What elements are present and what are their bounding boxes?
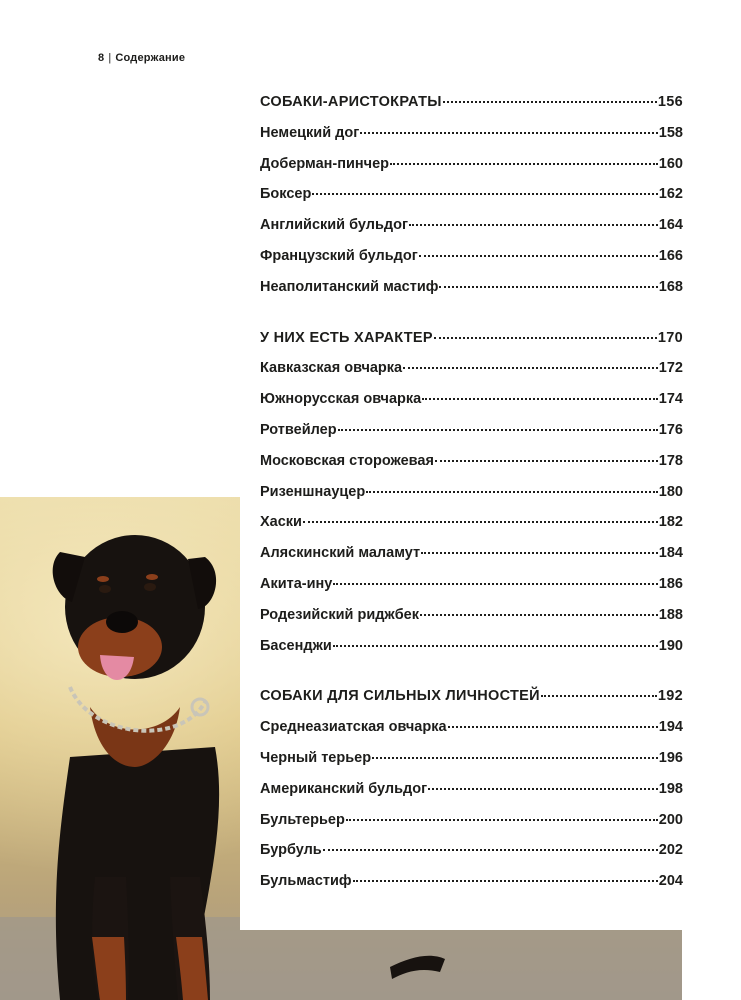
toc-entry-page: 202 <box>658 842 683 859</box>
toc-entry-title: У НИХ ЕСТЬ ХАРАКТЕР <box>260 329 433 346</box>
toc-entry[interactable] <box>260 574 683 594</box>
toc-dot-leader <box>435 460 658 462</box>
toc-dot-leader <box>346 819 658 821</box>
toc-entry[interactable] <box>260 810 683 830</box>
toc-entry-title: Неаполитанский мастиф <box>260 278 439 295</box>
toc-entry-page: 190 <box>658 637 683 654</box>
page-number: 8 <box>98 52 105 64</box>
toc-entry[interactable] <box>260 154 683 174</box>
toc-entry[interactable] <box>260 748 683 768</box>
toc-entry-page: 162 <box>658 186 683 203</box>
toc-entry-page: 198 <box>658 780 683 797</box>
toc-entry-title: Английский бульдог <box>260 217 408 234</box>
toc-panel <box>240 80 682 930</box>
toc-entry-title: Американский бульдог <box>260 780 428 797</box>
toc-entry-page: 158 <box>658 124 683 141</box>
toc-entry[interactable] <box>260 779 683 799</box>
toc-entry[interactable] <box>260 358 683 378</box>
toc-entry-page: 178 <box>658 452 683 469</box>
toc-entry-title: Немецкий дог <box>260 124 360 141</box>
toc-dot-leader <box>353 880 658 882</box>
toc-entry-title: Московская сторожевая <box>260 452 434 469</box>
toc-entry-title: СОБАКИ-АРИСТОКРАТЫ <box>260 94 442 110</box>
toc-entry[interactable] <box>260 451 683 471</box>
toc-entry[interactable] <box>260 246 683 266</box>
toc-entry[interactable] <box>260 123 683 143</box>
toc-section-entry[interactable] <box>260 686 683 706</box>
toc-entry-page: 168 <box>658 278 683 295</box>
toc-dot-leader <box>409 224 658 226</box>
toc-dot-leader <box>420 614 658 616</box>
toc-entry[interactable] <box>260 482 683 502</box>
toc-dot-leader <box>421 552 658 554</box>
toc-entry-page: 196 <box>658 750 683 766</box>
toc-entry-page: 170 <box>657 329 683 346</box>
toc-dot-leader <box>439 286 657 288</box>
toc-dot-leader <box>312 193 657 195</box>
toc-dot-leader <box>390 163 658 165</box>
toc-entry-title: Хаски <box>260 514 302 531</box>
toc-entry-page: 192 <box>657 688 683 705</box>
toc-entry-title: Южнорусская овчарка <box>260 391 422 408</box>
toc-entry[interactable] <box>260 636 683 656</box>
toc-entry-title: Среднеазиатская овчарка <box>260 719 447 736</box>
toc-dot-leader <box>366 491 658 493</box>
toc-entry-page: 166 <box>658 248 683 264</box>
toc-entry-page: 184 <box>658 545 683 562</box>
toc-entry[interactable] <box>260 840 683 860</box>
toc-entry-page: 176 <box>658 422 683 438</box>
toc-dot-leader <box>372 757 658 759</box>
header-separator: | <box>108 52 112 64</box>
toc-entry-title: Ризеншнауцер <box>260 483 366 500</box>
toc-dot-leader <box>338 429 658 431</box>
toc-entry-title: Боксер <box>260 186 312 203</box>
toc-dot-leader <box>360 132 658 134</box>
toc-entry-title: Бурбуль <box>260 842 322 859</box>
toc-entry-page: 164 <box>658 217 683 234</box>
toc-entry[interactable] <box>260 605 683 625</box>
toc-dot-leader <box>434 337 657 339</box>
toc-entry-page: 204 <box>658 873 683 890</box>
toc-entry-title: Бультерьер <box>260 811 345 828</box>
toc-entry-title: Французский бульдог <box>260 248 418 264</box>
toc-entry-page: 194 <box>658 719 683 736</box>
toc-dot-leader <box>419 255 658 257</box>
toc-dot-leader <box>333 645 658 647</box>
toc-entry-title: Доберман-пинчер <box>260 155 390 172</box>
toc-dot-leader <box>448 726 658 728</box>
toc-entry-title: Басенджи <box>260 637 332 654</box>
toc-entry-title: Черный терьер <box>260 750 372 766</box>
header-title: Содержание <box>115 52 186 64</box>
toc-dot-leader <box>303 521 658 523</box>
toc-entry-page: 200 <box>658 811 683 828</box>
toc-entry-title: Кавказская овчарка <box>260 360 403 377</box>
toc-dot-leader <box>541 695 657 697</box>
toc-entry-title: Родезийский риджбек <box>260 606 419 623</box>
toc-entry[interactable] <box>260 871 683 891</box>
toc-entry-page: 180 <box>658 483 683 500</box>
toc-entry-page: 160 <box>658 155 683 172</box>
toc-entry-title: СОБАКИ ДЛЯ СИЛЬНЫХ ЛИЧНОСТЕЙ <box>260 688 540 705</box>
toc-entry-title: Аляскинский маламут <box>260 545 421 562</box>
toc-entry-page: 188 <box>658 606 683 623</box>
toc-section-entry[interactable] <box>260 328 683 348</box>
toc-entry[interactable] <box>260 420 683 440</box>
toc-entry-page: 186 <box>658 576 683 592</box>
toc-entry-title: Бульмастиф <box>260 873 352 890</box>
toc-entry-title: Акита-ину <box>260 576 333 592</box>
toc-entry-page: 172 <box>658 360 683 377</box>
toc-dot-leader <box>422 398 658 400</box>
toc-dot-leader <box>443 101 657 103</box>
toc-dot-leader <box>323 849 658 851</box>
toc-entry-title: Ротвейлер <box>260 422 337 438</box>
toc-dot-leader <box>333 583 657 585</box>
toc-section-entry[interactable] <box>260 92 683 112</box>
toc-entry-page: 156 <box>657 94 683 110</box>
toc-entry[interactable] <box>260 512 683 532</box>
toc-entry[interactable] <box>260 215 683 235</box>
toc-entry[interactable] <box>260 543 683 563</box>
toc-dot-leader <box>428 788 658 790</box>
toc-entry[interactable] <box>260 184 683 204</box>
toc-entry-page: 182 <box>658 514 683 531</box>
toc-entry[interactable] <box>260 277 683 297</box>
running-header <box>98 52 185 64</box>
toc-entry[interactable] <box>260 389 683 409</box>
toc-entry-page: 174 <box>658 391 683 408</box>
toc-dot-leader <box>403 367 658 369</box>
toc-entry[interactable] <box>260 717 683 737</box>
